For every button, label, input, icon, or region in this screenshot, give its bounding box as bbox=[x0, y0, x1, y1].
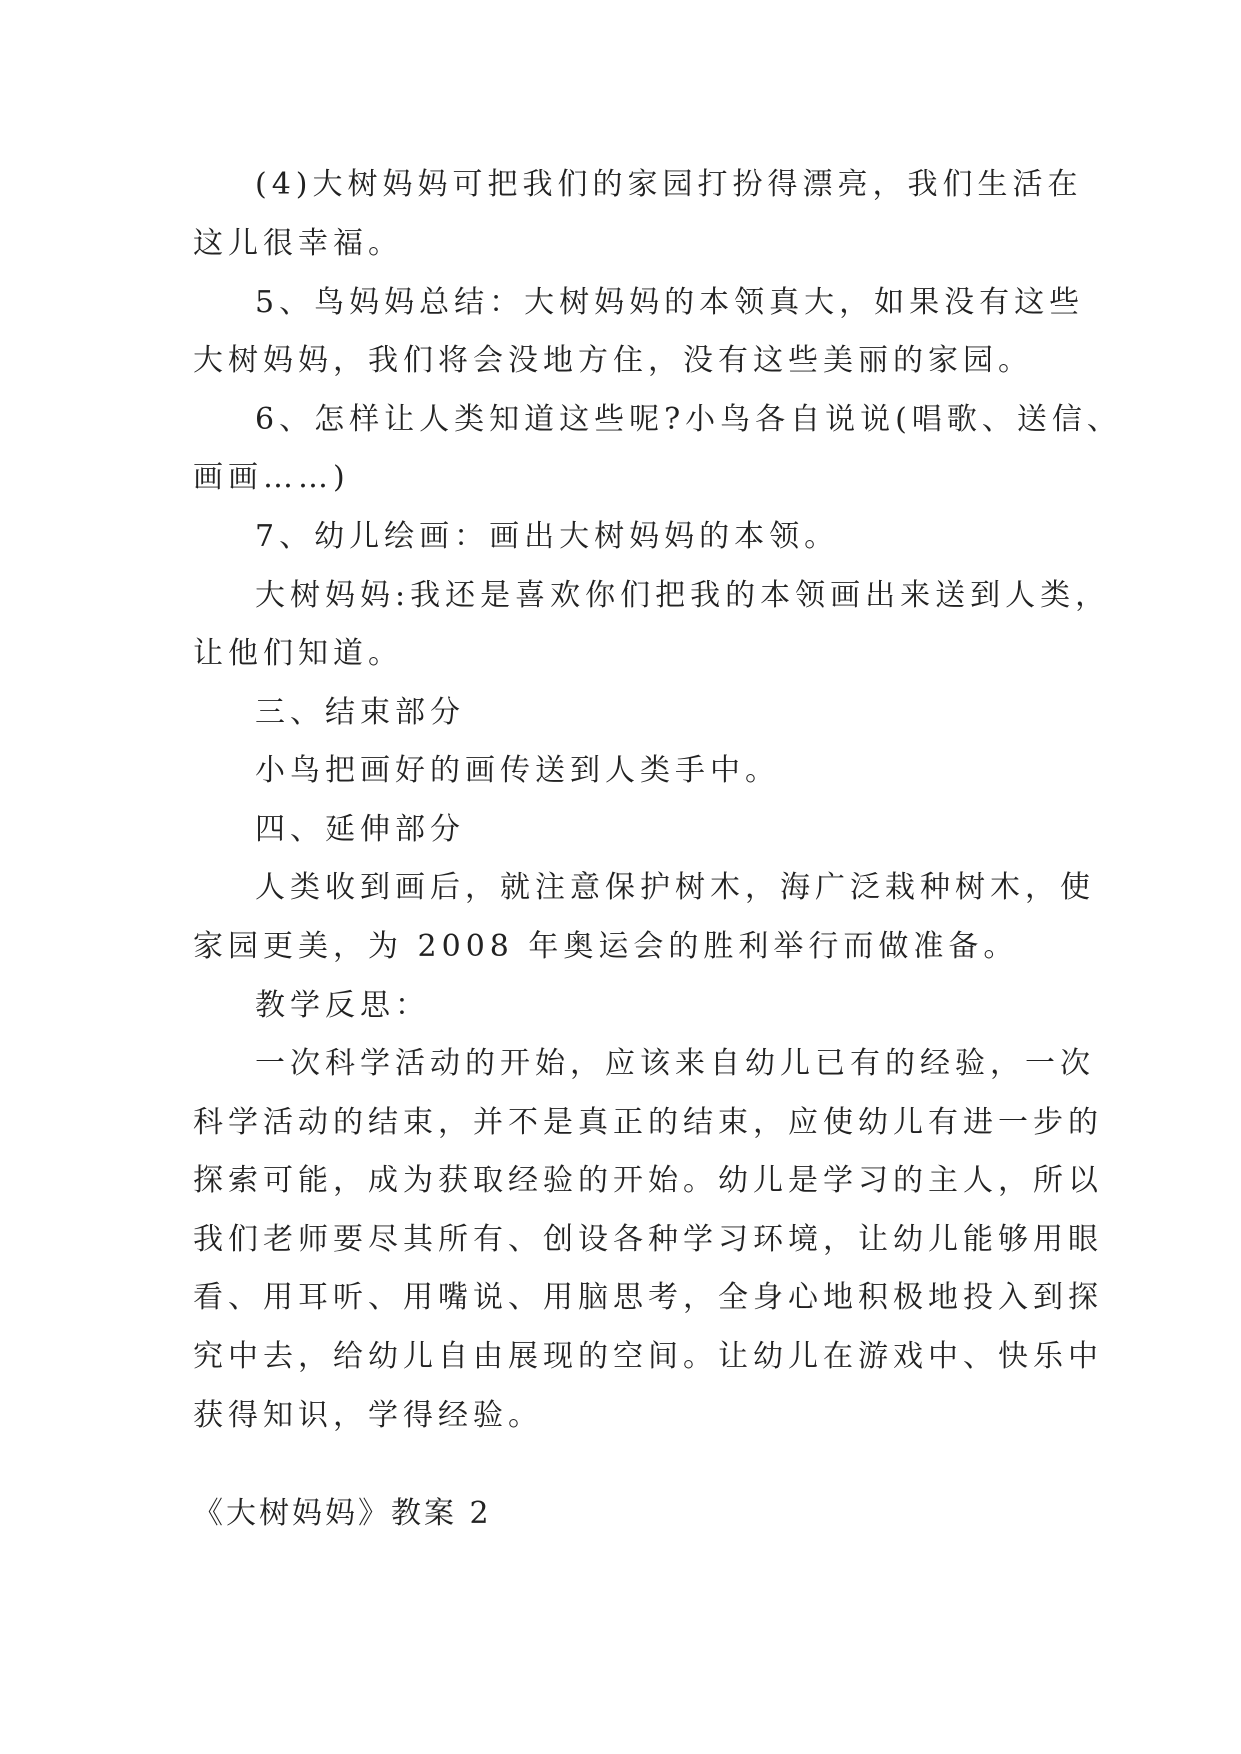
paragraph-line: 人类收到画后，就注意保护树木，海广泛栽种树木，使 bbox=[255, 870, 1095, 905]
paragraph-line: 6、怎样让人类知道这些呢?小鸟各自说说(唱歌、送信、 bbox=[255, 402, 1122, 437]
section-heading: 四、延伸部分 bbox=[255, 812, 465, 847]
paragraph-line: 探索可能，成为获取经验的开始。幼儿是学习的主人，所以 bbox=[193, 1163, 1103, 1198]
paragraph-line: 究中去，给幼儿自由展现的空间。让幼儿在游戏中、快乐中 bbox=[193, 1339, 1103, 1374]
paragraph-line: 画画……) bbox=[193, 460, 350, 495]
next-section-title: 《大树妈妈》教案 2 bbox=[193, 1496, 492, 1531]
section-heading: 教学反思： bbox=[255, 988, 430, 1023]
paragraph-line: 一次科学活动的开始，应该来自幼儿已有的经验，一次 bbox=[255, 1046, 1095, 1081]
paragraph-line: (4)大树妈妈可把我们的家园打扮得漂亮，我们生活在 bbox=[255, 167, 1083, 202]
paragraph-line: 获得知识，学得经验。 bbox=[193, 1398, 543, 1433]
paragraph-line: 7、幼儿绘画：画出大树妈妈的本领。 bbox=[255, 519, 840, 554]
paragraph-line: 科学活动的结束，并不是真正的结束，应使幼儿有进一步的 bbox=[193, 1105, 1103, 1140]
paragraph-line: 我们老师要尽其所有、创设各种学习环境，让幼儿能够用眼 bbox=[193, 1222, 1103, 1257]
paragraph-line: 大树妈妈:我还是喜欢你们把我的本领画出来送到人类， bbox=[255, 578, 1111, 613]
paragraph-line: 5、鸟妈妈总结：大树妈妈的本领真大，如果没有这些 bbox=[255, 285, 1085, 320]
paragraph-line: 让他们知道。 bbox=[193, 636, 403, 671]
paragraph-line: 大树妈妈，我们将会没地方住，没有这些美丽的家园。 bbox=[193, 343, 1033, 378]
paragraph-line: 看、用耳听、用嘴说、用脑思考，全身心地积极地投入到探 bbox=[193, 1280, 1103, 1315]
paragraph-line: 小鸟把画好的画传送到人类手中。 bbox=[255, 753, 780, 788]
paragraph-line: 这儿很幸福。 bbox=[193, 226, 403, 261]
paragraph-line: 家园更美，为 2008 年奥运会的胜利举行而做准备。 bbox=[193, 929, 1019, 964]
section-heading: 三、结束部分 bbox=[255, 695, 465, 730]
